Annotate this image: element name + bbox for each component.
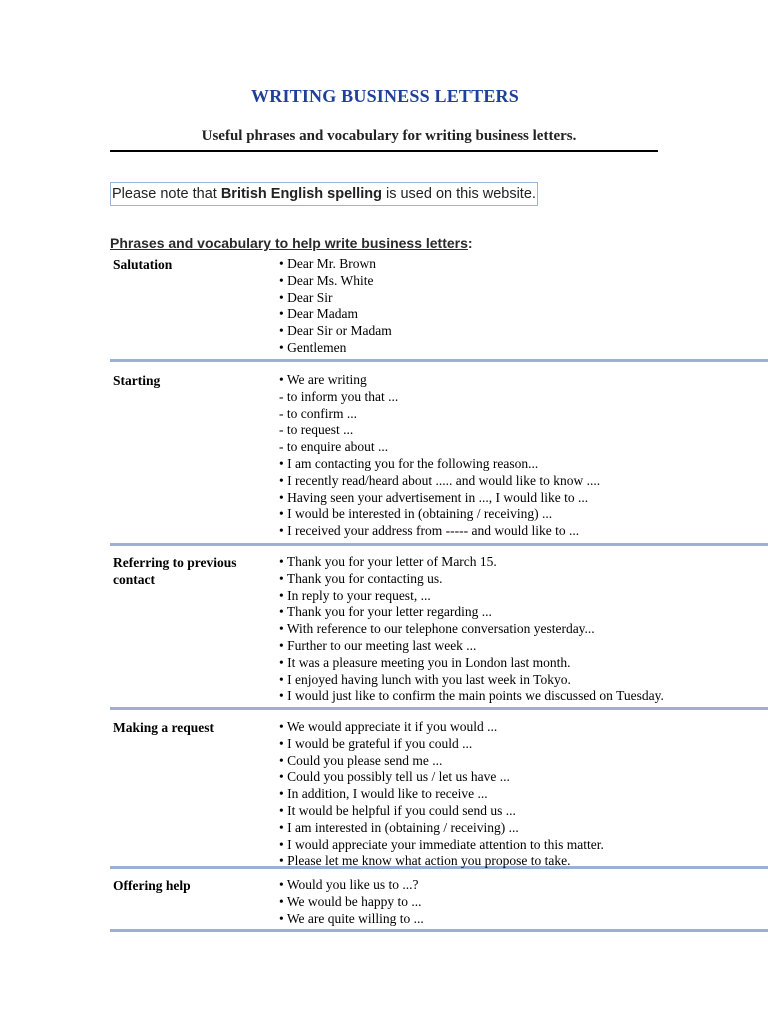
phrase-item: • We are writing	[279, 372, 367, 387]
phrase-item: • Thank you for contacting us.	[279, 570, 443, 586]
phrase-item: • Please let me know what action you propose to take.	[279, 853, 571, 869]
phrase-item: - to enquire about ...	[279, 439, 389, 455]
phrase-item: • It was a pleasure meeting you in London last month.	[279, 654, 571, 670]
phrase-item: • In addition, I would like to receive ...	[279, 786, 488, 802]
phrase-item: • We are quite willing to ...	[279, 910, 424, 926]
phrase-item: • Could you possibly tell us / let us have ...	[279, 769, 510, 785]
phrase-list	[279, 371, 600, 543]
phrase-list	[279, 255, 392, 359]
phrase-item: • It would be helpful if you could send us ...	[279, 802, 516, 818]
phrase-item: • Thank you for your letter regarding ...	[279, 604, 492, 620]
page-subtitle: Useful phrases and vocabulary for writing business letters.	[201, 128, 577, 144]
row-label: Making a request	[113, 720, 215, 735]
phrase-list	[279, 718, 604, 869]
phrase-item: • Dear Madam	[279, 306, 358, 322]
phrase-item: • I am contacting you for the following reason...	[279, 455, 539, 471]
spelling-note	[110, 182, 538, 206]
phrase-item: • Dear Ms. White	[279, 272, 374, 288]
section-heading-colon: :	[467, 235, 473, 251]
phrase-item: • Gentlemen	[279, 339, 347, 355]
phrases-table	[110, 255, 768, 932]
phrase-item: • I am interested in (obtaining / receiving) ...	[279, 819, 519, 835]
phrase-item: • I recently read/heard about ..... and would like to know ....	[279, 472, 601, 488]
row-salutation	[110, 255, 768, 362]
phrase-item: • We would appreciate it if you would ...	[279, 719, 498, 734]
note-emphasis: British English spelling	[220, 186, 382, 202]
phrase-item: • I would appreciate your immediate attention to this matter.	[279, 836, 604, 852]
phrase-item: - to inform you that ...	[279, 388, 399, 404]
phrase-item: • With reference to our telephone conversation yesterday...	[279, 621, 595, 637]
section-heading	[110, 235, 473, 251]
phrase-item: • Dear Mr. Brown	[279, 256, 376, 271]
row-label: Referring to previous contact	[113, 555, 237, 588]
phrase-item: • In reply to your request, ...	[279, 587, 431, 603]
row-label: Starting	[113, 373, 161, 388]
phrase-item: • Thank you for your letter of March 15.	[279, 554, 497, 569]
phrase-list	[279, 876, 424, 929]
section-heading-link[interactable]: Phrases and vocabulary to help write business letters	[110, 235, 468, 251]
phrase-item: • We would be happy to ...	[279, 893, 422, 909]
phrase-item: - to confirm ...	[279, 405, 357, 421]
row-referring-previous-contact	[110, 553, 768, 710]
phrase-item: • Dear Sir or Madam	[279, 323, 392, 339]
title-divider	[110, 150, 658, 152]
row-label: Salutation	[113, 257, 173, 272]
phrase-item: • Would you like us to ...?	[279, 877, 419, 892]
phrase-item: • I would be grateful if you could ...	[279, 735, 473, 751]
phrase-item: • Could you please send me ...	[279, 752, 443, 768]
row-making-a-request	[110, 718, 768, 869]
note-prefix: Please note that	[112, 186, 221, 202]
note-suffix: is used on this website.	[381, 186, 536, 202]
phrase-item: • I would just like to confirm the main points we discussed on Tuesday.	[279, 688, 664, 704]
phrase-item: • Dear Sir	[279, 289, 333, 305]
row-label: Offering help	[113, 878, 191, 893]
phrase-item: • I enjoyed having lunch with you last week in Tokyo.	[279, 671, 571, 687]
phrase-item: • Further to our meeting last week ...	[279, 637, 477, 653]
phrase-list	[279, 553, 664, 707]
page-title: WRITING BUSINESS LETTERS	[251, 86, 519, 106]
phrase-item: - to request ...	[279, 422, 354, 438]
row-starting	[110, 371, 768, 546]
phrase-item: • I received your address from ----- and would like to ...	[279, 523, 580, 539]
phrase-item: • Having seen your advertisement in ..., I would like to ...	[279, 489, 589, 505]
row-offering-help	[110, 876, 768, 932]
phrase-item: • I would be interested in (obtaining / receiving) ...	[279, 506, 553, 522]
